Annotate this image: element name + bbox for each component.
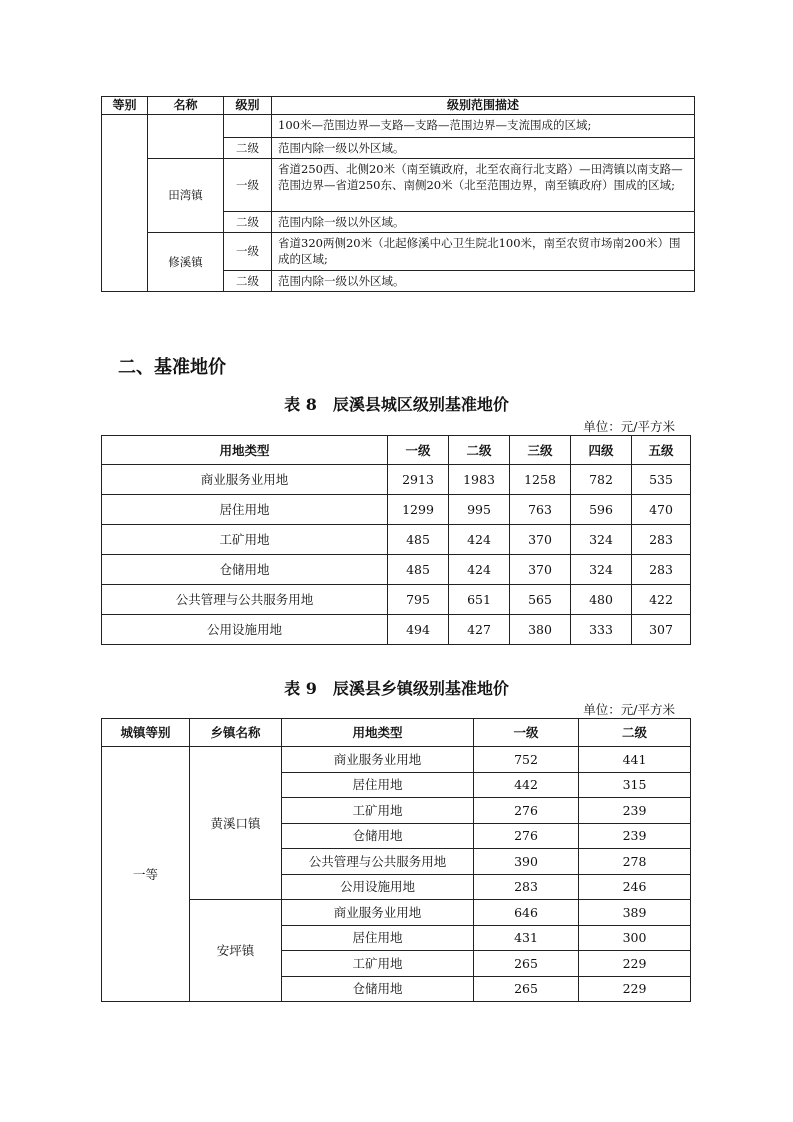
town-cell: 田湾镇 — [148, 159, 224, 233]
urban-land-price-table — [101, 435, 691, 645]
price-cell: 390 — [474, 849, 579, 875]
price-cell: 485 — [388, 525, 449, 555]
price-cell: 265 — [474, 951, 579, 977]
price-cell: 265 — [474, 976, 579, 1002]
level-cell: 一级 — [224, 233, 272, 271]
header-cell: 级别范围描述 — [272, 97, 695, 115]
level-cell: 二级 — [224, 138, 272, 159]
town-cell — [148, 115, 224, 159]
table-row — [102, 747, 691, 773]
header-cell: 城镇等别 — [102, 719, 190, 747]
land-type-cell: 公用设施用地 — [102, 615, 388, 645]
desc-cell: 范围内除一级以外区域。 — [272, 212, 695, 233]
header-cell: 用地类型 — [282, 719, 474, 747]
table-row — [102, 465, 691, 495]
land-type-cell: 商业服务业用地 — [282, 900, 474, 926]
desc-cell: 范围内除一级以外区域。 — [272, 138, 695, 159]
price-cell: 2913 — [388, 465, 449, 495]
price-cell: 752 — [474, 747, 579, 773]
price-cell: 239 — [579, 798, 691, 824]
land-type-cell: 商业服务业用地 — [282, 747, 474, 773]
land-type-cell: 仓储用地 — [282, 976, 474, 1002]
price-cell: 1299 — [388, 495, 449, 525]
land-type-cell: 居住用地 — [282, 772, 474, 798]
price-cell: 535 — [632, 465, 691, 495]
desc-cell: 100米—范围边界—支路—支路—范围边界—支流围成的区域; — [272, 115, 695, 138]
table9-unit: 单位：元/平方米 — [583, 702, 675, 717]
price-cell: 324 — [571, 555, 632, 585]
level-cell: 二级 — [224, 271, 272, 292]
header-cell: 二级 — [579, 719, 691, 747]
desc-cell: 省道320两侧20米（北起修溪中心卫生院北100米，南至农贸市场南200米）围成的区域; — [272, 233, 695, 271]
level-cell: 二级 — [224, 212, 272, 233]
table-row — [102, 555, 691, 585]
price-cell: 646 — [474, 900, 579, 926]
town-name-cell: 黄溪口镇 — [190, 747, 282, 900]
price-cell: 763 — [510, 495, 571, 525]
price-cell: 229 — [579, 976, 691, 1002]
price-cell: 424 — [449, 525, 510, 555]
price-cell: 389 — [579, 900, 691, 926]
table8-unit: 单位：元/平方米 — [583, 419, 675, 434]
table9-caption: 表 9 辰溪县乡镇级别基准地价 — [284, 679, 509, 698]
price-cell: 651 — [449, 585, 510, 615]
price-cell: 239 — [579, 823, 691, 849]
header-cell: 名称 — [148, 97, 224, 115]
price-cell: 370 — [510, 555, 571, 585]
price-cell: 278 — [579, 849, 691, 875]
grade-cell: 一等 — [102, 747, 190, 1002]
table-header-row — [102, 97, 695, 115]
grade-range-table — [101, 96, 695, 292]
land-type-cell: 公用设施用地 — [282, 874, 474, 900]
price-cell: 370 — [510, 525, 571, 555]
header-cell: 一级 — [474, 719, 579, 747]
price-cell: 494 — [388, 615, 449, 645]
price-cell: 283 — [632, 555, 691, 585]
header-cell: 等别 — [102, 97, 148, 115]
land-type-cell: 仓储用地 — [102, 555, 388, 585]
table-row — [102, 900, 691, 926]
table-row — [102, 495, 691, 525]
price-cell: 276 — [474, 823, 579, 849]
level-cell: 一级 — [224, 159, 272, 212]
price-cell: 995 — [449, 495, 510, 525]
price-cell: 424 — [449, 555, 510, 585]
table8-caption: 表 8 辰溪县城区级别基准地价 — [284, 395, 509, 414]
price-cell: 229 — [579, 951, 691, 977]
price-cell: 795 — [388, 585, 449, 615]
price-cell: 276 — [474, 798, 579, 824]
price-cell: 315 — [579, 772, 691, 798]
price-cell: 470 — [632, 495, 691, 525]
price-cell: 431 — [474, 925, 579, 951]
level-cell — [224, 115, 272, 138]
table-header-row — [102, 719, 691, 747]
price-cell: 427 — [449, 615, 510, 645]
town-name-cell: 安坪镇 — [190, 900, 282, 1002]
desc-cell: 范围内除一级以外区域。 — [272, 271, 695, 292]
table-row — [102, 115, 695, 138]
desc-cell: 省道250西、北侧20米（南至镇政府，北至农商行北支路）—田湾镇以南支路—范围边界—省道250东、南侧20米（北至范围边界，南至镇政府）围成的区域; — [272, 159, 695, 212]
table-header-row — [102, 436, 691, 465]
price-cell: 1983 — [449, 465, 510, 495]
land-type-cell: 工矿用地 — [282, 951, 474, 977]
header-cell: 四级 — [571, 436, 632, 465]
price-cell: 307 — [632, 615, 691, 645]
price-cell: 246 — [579, 874, 691, 900]
price-cell: 380 — [510, 615, 571, 645]
land-type-cell: 仓储用地 — [282, 823, 474, 849]
land-type-cell: 公共管理与公共服务用地 — [102, 585, 388, 615]
table-row — [102, 233, 695, 271]
table-row — [102, 525, 691, 555]
price-cell: 283 — [632, 525, 691, 555]
land-type-cell: 工矿用地 — [102, 525, 388, 555]
price-cell: 333 — [571, 615, 632, 645]
header-cell: 二级 — [449, 436, 510, 465]
header-cell: 级别 — [224, 97, 272, 115]
section-heading: 二、基准地价 — [118, 357, 226, 378]
price-cell: 1258 — [510, 465, 571, 495]
price-cell: 300 — [579, 925, 691, 951]
table-row — [102, 585, 691, 615]
price-cell: 441 — [579, 747, 691, 773]
price-cell: 422 — [632, 585, 691, 615]
header-cell: 乡镇名称 — [190, 719, 282, 747]
grade-cell — [102, 115, 148, 292]
price-cell: 485 — [388, 555, 449, 585]
land-type-cell: 居住用地 — [282, 925, 474, 951]
price-cell: 596 — [571, 495, 632, 525]
table-row — [102, 615, 691, 645]
header-cell: 一级 — [388, 436, 449, 465]
header-cell: 五级 — [632, 436, 691, 465]
price-cell: 283 — [474, 874, 579, 900]
header-cell: 用地类型 — [102, 436, 388, 465]
township-land-price-table — [101, 718, 691, 1002]
price-cell: 442 — [474, 772, 579, 798]
header-cell: 三级 — [510, 436, 571, 465]
table-row — [102, 159, 695, 212]
price-cell: 565 — [510, 585, 571, 615]
price-cell: 782 — [571, 465, 632, 495]
land-type-cell: 工矿用地 — [282, 798, 474, 824]
land-type-cell: 商业服务业用地 — [102, 465, 388, 495]
land-type-cell: 公共管理与公共服务用地 — [282, 849, 474, 875]
price-cell: 324 — [571, 525, 632, 555]
town-cell: 修溪镇 — [148, 233, 224, 292]
land-type-cell: 居住用地 — [102, 495, 388, 525]
price-cell: 480 — [571, 585, 632, 615]
